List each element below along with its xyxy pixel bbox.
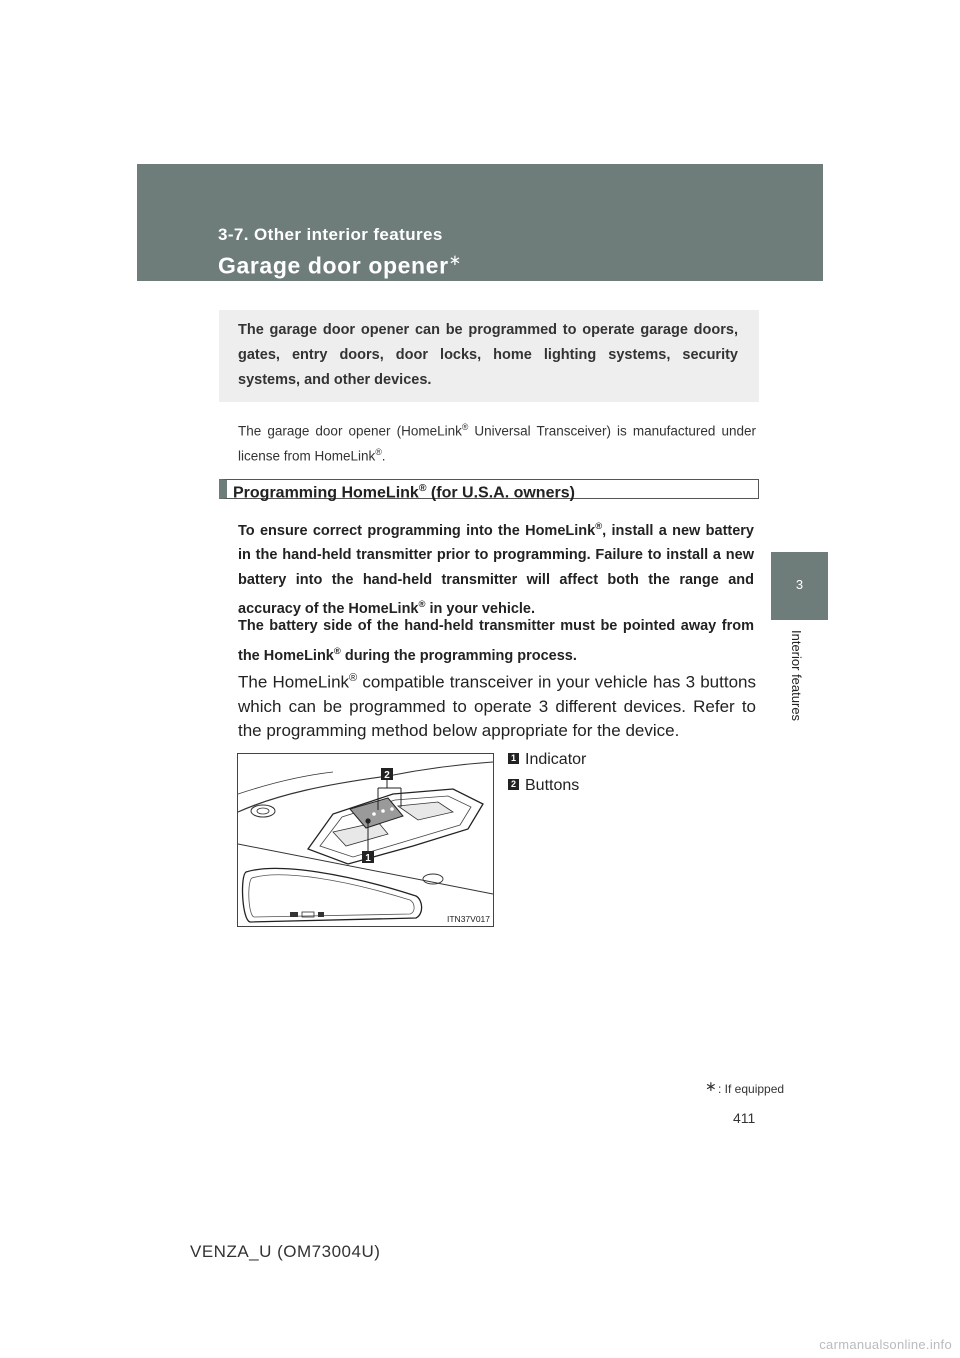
legend-badge: 1 (508, 753, 519, 764)
overhead-console-illustration (238, 754, 493, 926)
registered-mark: ® (375, 446, 382, 457)
legend-item-indicator (508, 751, 586, 769)
transceiver-description-part1: The HomeLink (238, 672, 350, 692)
subsection-title-part2: (for U.S.A. owners) (426, 484, 575, 502)
transceiver-description-part2: compatible transceiver in your vehicle has 3 buttons which can be programmed to operate 3 different devices. Refer to the programming method below appropriate for the device. (238, 672, 756, 740)
license-text-part1: The garage door opener (HomeLink (238, 423, 462, 439)
page-title-text: Garage door opener (218, 252, 449, 279)
watermark: carmanualsonline.info (819, 1337, 952, 1352)
intro-text: The garage door opener can be programmed to operate garage doors, gates, entry doors, door locks, home lighting systems, security systems, and other devices. (238, 322, 738, 388)
battery-instruction (238, 514, 754, 622)
battery-instruction-part2: , install a new battery in the hand-held transmitter prior to programming. Failure to install a new battery into the hand-held transmitter will affect both the range and accuracy of the HomeLink (238, 522, 754, 618)
subsection-title-part1: Programming HomeLink (233, 484, 419, 502)
battery-side-part1: The battery side of the hand-held transmitter must be pointed away from the HomeLink (238, 618, 754, 664)
page-title (218, 251, 462, 280)
license-text-part3: . (381, 448, 386, 463)
callout-1-label: 1 (365, 853, 371, 864)
chapter-label: Interior features (789, 630, 804, 722)
page-number: 411 (733, 1110, 756, 1126)
footnote-star: ∗ (705, 1078, 717, 1094)
registered-mark: ® (461, 422, 469, 432)
battery-side-instruction (238, 614, 754, 668)
license-text-part2: Universal Transceiver) is manufactured under license from HomeLink (238, 423, 756, 463)
registered-mark: ® (349, 672, 358, 684)
legend-badge: 2 (508, 779, 519, 790)
registered-mark: ® (418, 598, 426, 610)
chapter-number: 3 (795, 577, 804, 592)
subsection-title (233, 479, 575, 503)
footnote: : If equipped (718, 1082, 785, 1096)
legend-label: Indicator (525, 751, 587, 768)
legend-label: Buttons (525, 777, 580, 794)
battery-side-part2: during the programming process. (340, 647, 577, 664)
transceiver-description (238, 666, 756, 743)
document-id: VENZA_U (OM73004U) (190, 1242, 381, 1261)
section-label: 3-7. Other interior features (218, 225, 443, 244)
registered-mark: ® (333, 644, 341, 656)
registered-mark: ® (418, 483, 427, 494)
registered-mark: ® (595, 520, 603, 531)
license-text (238, 417, 756, 466)
battery-instruction-part3: in your vehicle. (425, 601, 536, 618)
callout-2-label: 2 (384, 770, 390, 781)
battery-instruction-part1: To ensure correct programming into the HomeLink (238, 522, 596, 539)
figure-code: ITN37V017 (447, 914, 490, 924)
legend-item-buttons (508, 777, 579, 795)
if-equipped-mark: ∗ (448, 252, 462, 269)
overhead-console-figure (237, 753, 494, 927)
